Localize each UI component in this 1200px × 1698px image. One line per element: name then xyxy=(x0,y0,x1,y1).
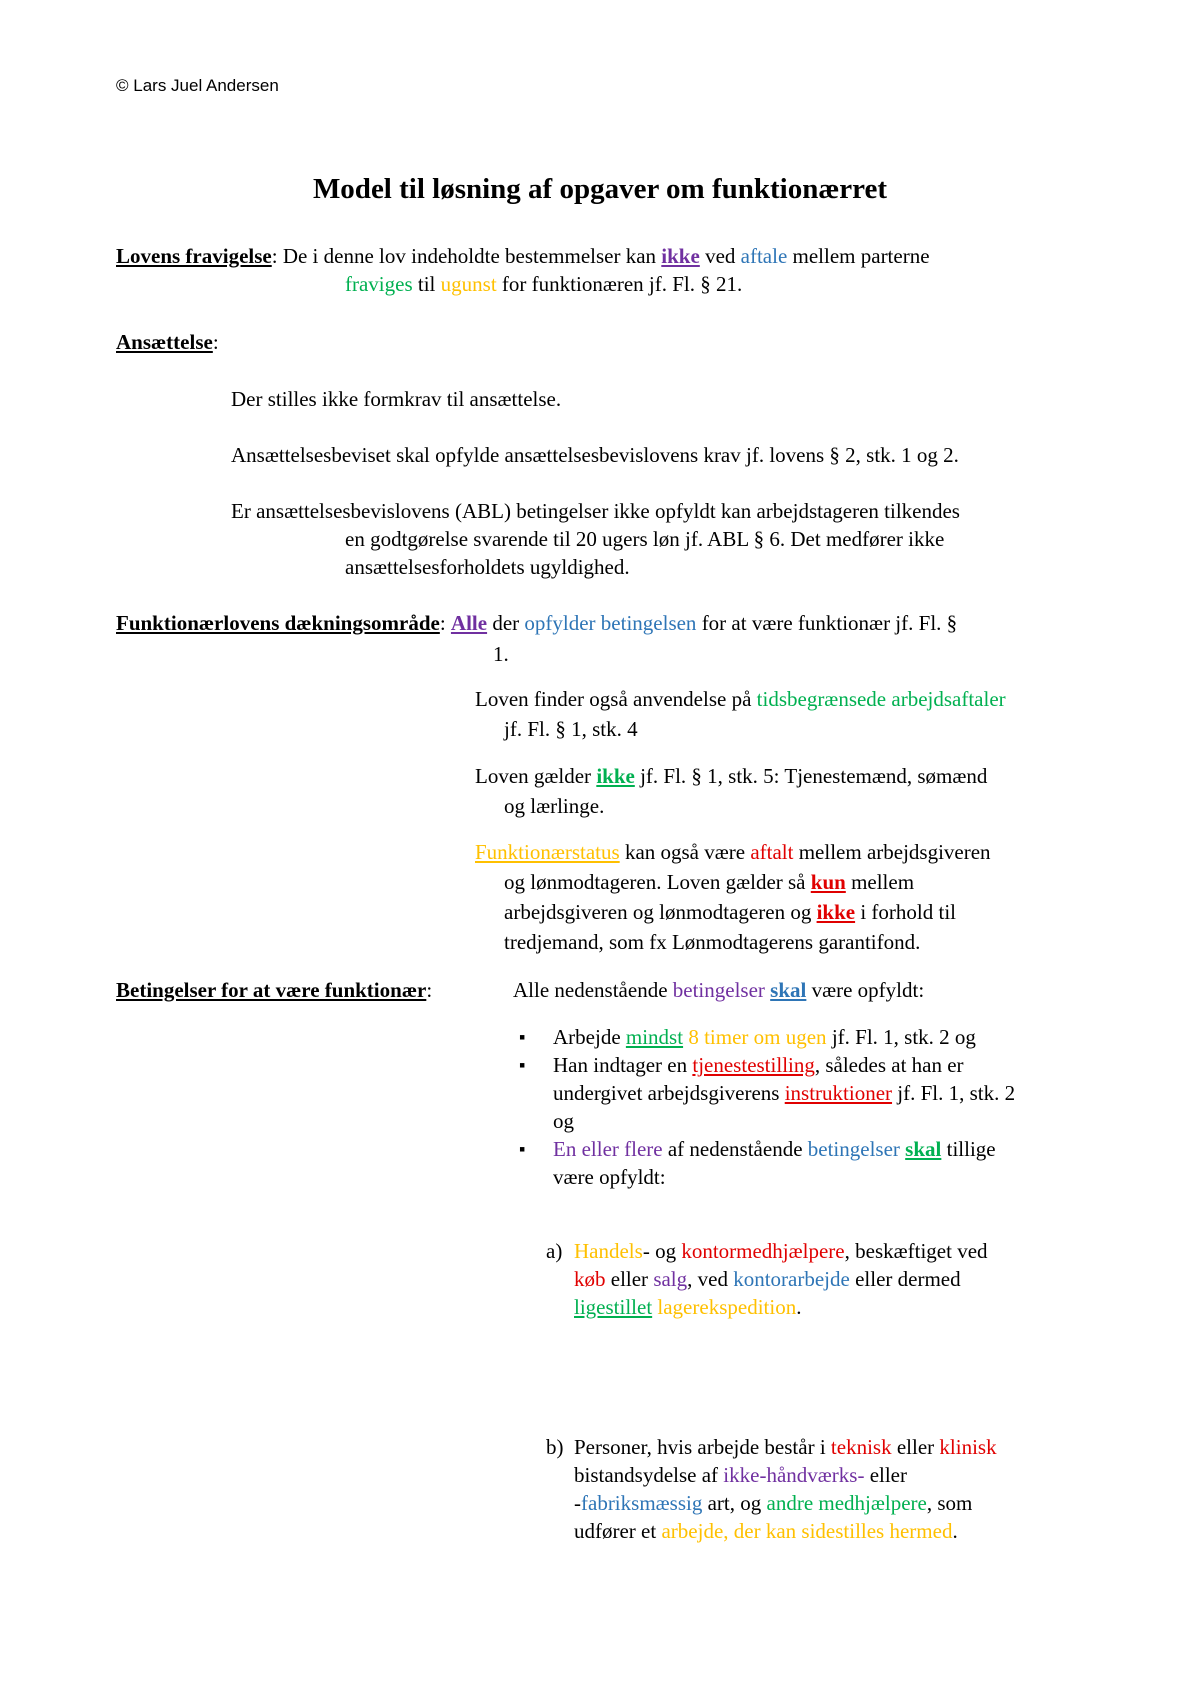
conditions-list xyxy=(519,1023,1099,1191)
keyword: kontormedhjælpere xyxy=(681,1239,845,1263)
text: mellem arbejdsgiveren xyxy=(793,840,991,864)
text: : De i denne lov indeholdte bestemmelser kan xyxy=(271,244,662,268)
copyright-notice: © Lars Juel Andersen xyxy=(116,76,279,95)
keyword: aftalt xyxy=(750,840,794,864)
text: bistandsydelse af xyxy=(574,1463,724,1487)
text: - xyxy=(574,1491,581,1515)
keyword: kontorarbejde xyxy=(733,1267,850,1291)
keyword: fabriksmæssig xyxy=(581,1491,703,1515)
text: eller dermed xyxy=(849,1267,961,1291)
text: for at være funktionær jf. Fl. § xyxy=(696,611,958,635)
keyword: mindst xyxy=(625,1025,684,1049)
text: jf. Fl. 1, stk. 2 og xyxy=(826,1025,976,1049)
text: , ved xyxy=(687,1267,734,1291)
keyword: aftale xyxy=(740,244,788,268)
paragraph: jf. Fl. § 1, stk. 4 xyxy=(504,717,638,741)
text: tillige xyxy=(941,1137,996,1161)
keyword: 8 timer om ugen xyxy=(688,1025,827,1049)
keyword: betingelser xyxy=(672,978,765,1002)
page-title: Model til løsning af opgaver om funktionærret xyxy=(312,173,888,205)
text: : xyxy=(426,978,433,1002)
text: mellem parterne xyxy=(787,244,930,268)
text: Personer, hvis arbejde består i xyxy=(574,1435,831,1459)
paragraph: ansættelsesforholdets ugyldighed. xyxy=(345,555,630,579)
paragraph xyxy=(475,762,987,790)
keyword: ugunst xyxy=(440,272,497,296)
text: Loven gælder xyxy=(475,764,597,788)
keyword: kun xyxy=(810,870,846,894)
text: og lønmodtageren. Loven gælder så xyxy=(504,870,811,894)
keyword: ikke xyxy=(816,900,856,924)
list-item xyxy=(519,1023,1099,1051)
text: ved xyxy=(699,244,741,268)
section-label: Funktionærlovens dækningsområde xyxy=(116,611,440,635)
text: for funktionæren jf. Fl. § 21. xyxy=(496,272,743,296)
keyword: ikke xyxy=(661,244,700,268)
paragraph: en godtgørelse svarende til 20 ugers løn jf. ABL § 6. Det medfører ikke xyxy=(345,527,945,551)
text: arbejdsgiveren og lønmodtageren og xyxy=(504,900,817,924)
section-label: Betingelser for at være funktionær xyxy=(116,978,427,1002)
paragraph: og lærlinge. xyxy=(504,794,605,818)
keyword: Funktionærstatus xyxy=(475,840,620,864)
keyword: opfylder betingelsen xyxy=(524,611,697,635)
paragraph xyxy=(513,976,924,1004)
section-fravigelse-line2 xyxy=(345,270,742,298)
section-daekning xyxy=(116,609,957,637)
text: : xyxy=(212,330,219,354)
keyword: arbejde, der kan sidestilles hermed xyxy=(661,1519,953,1543)
text: , som xyxy=(926,1491,973,1515)
sub-item-marker: b) xyxy=(546,1435,564,1459)
list-item xyxy=(519,1135,1099,1191)
keyword: salg xyxy=(653,1267,688,1291)
text: og xyxy=(553,1109,574,1133)
keyword: teknisk xyxy=(830,1435,892,1459)
keyword: lagerekspedition xyxy=(657,1295,797,1319)
paragraph: Er ansættelsesbevislovens (ABL) betingelser ikke opfyldt kan arbejdstageren tilkendes xyxy=(231,499,960,523)
text: , således at han er xyxy=(814,1053,964,1077)
section-betingelser-heading xyxy=(116,976,432,1004)
keyword: skal xyxy=(770,978,807,1002)
text: jf. Fl. § 1, stk. 5: Tjenestemænd, sømænd xyxy=(634,764,988,788)
sub-item-b xyxy=(546,1433,1134,1545)
text: eller xyxy=(891,1435,940,1459)
keyword: ligestillet xyxy=(574,1295,653,1319)
text: i forhold til xyxy=(855,900,957,924)
keyword: instruktioner xyxy=(784,1081,893,1105)
section-ansaettelse-heading xyxy=(116,328,219,356)
text: eller xyxy=(605,1267,654,1291)
text: eller xyxy=(864,1463,907,1487)
text: Han indtager en xyxy=(553,1053,693,1077)
keyword: tjenestestilling xyxy=(692,1053,815,1077)
text: undergivet arbejdsgiverens xyxy=(553,1081,785,1105)
paragraph xyxy=(504,898,956,926)
paragraph xyxy=(475,838,991,866)
text: kan også være xyxy=(619,840,751,864)
keyword: tidsbegrænsede arbejdsaftaler xyxy=(756,687,1006,711)
keyword: fraviges xyxy=(345,272,413,296)
text: der xyxy=(487,611,525,635)
text: - og xyxy=(642,1239,682,1263)
text: art, og xyxy=(702,1491,767,1515)
text: Arbejde xyxy=(553,1025,626,1049)
section-fravigelse xyxy=(116,242,1096,270)
section-label: Lovens fravigelse xyxy=(116,244,272,268)
text: være opfyldt: xyxy=(806,978,925,1002)
keyword: køb xyxy=(574,1267,606,1291)
keyword: klinisk xyxy=(939,1435,997,1459)
sub-item-a xyxy=(546,1237,1134,1321)
text: 1. xyxy=(493,642,509,666)
keyword: Alle xyxy=(450,611,488,635)
keyword: En eller flere xyxy=(553,1137,663,1161)
paragraph: Ansættelsesbeviset skal opfylde ansættelsesbevislovens krav jf. lovens § 2, stk. 1 og 2. xyxy=(231,443,959,467)
keyword: andre medhjælpere xyxy=(766,1491,927,1515)
sub-item-marker: a) xyxy=(546,1239,563,1263)
keyword: betingelser xyxy=(807,1137,900,1161)
keyword: Handels xyxy=(574,1239,643,1263)
text: være opfyldt: xyxy=(553,1165,666,1189)
text: . xyxy=(796,1295,802,1319)
text: af nedenstående xyxy=(662,1137,808,1161)
paragraph xyxy=(475,685,1006,713)
keyword: ikke-håndværks- xyxy=(723,1463,865,1487)
paragraph xyxy=(504,868,914,896)
keyword: ikke xyxy=(596,764,635,788)
text: til xyxy=(412,272,441,296)
text: jf. Fl. 1, stk. 2 xyxy=(892,1081,1016,1105)
keyword: skal xyxy=(905,1137,942,1161)
list-item xyxy=(519,1051,1099,1135)
section-label: Ansættelse xyxy=(116,330,213,354)
text: . xyxy=(952,1519,958,1543)
text: : xyxy=(439,611,451,635)
paragraph: Der stilles ikke formkrav til ansættelse. xyxy=(231,387,562,411)
text: , beskæftiget ved xyxy=(844,1239,988,1263)
text: mellem xyxy=(845,870,915,894)
text: udfører et xyxy=(574,1519,662,1543)
paragraph: tredjemand, som fx Lønmodtagerens garantifond. xyxy=(504,930,921,954)
text: Loven finder også anvendelse på xyxy=(475,687,757,711)
text: Alle nedenstående xyxy=(513,978,673,1002)
